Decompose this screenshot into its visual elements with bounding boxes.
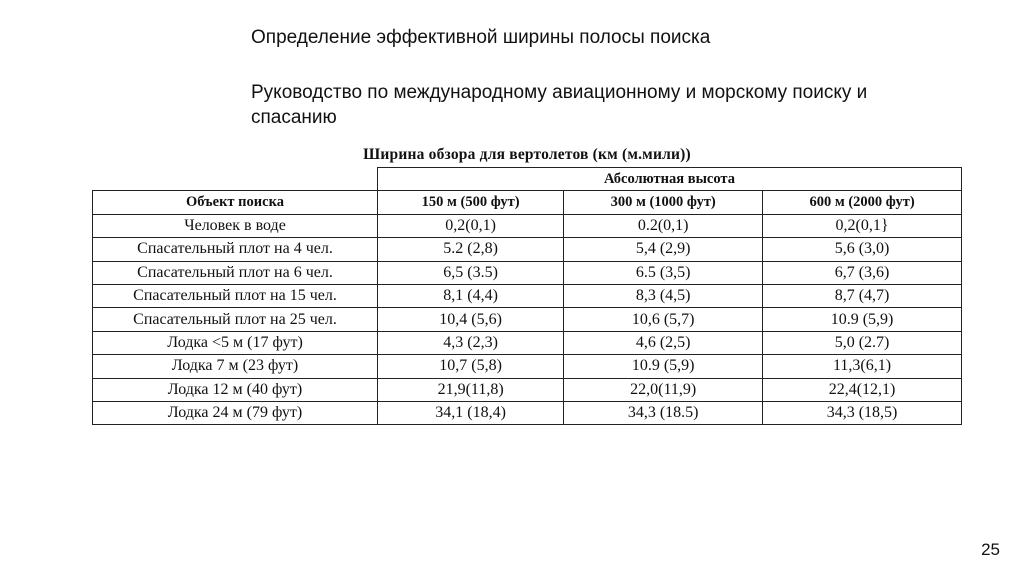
table-body xyxy=(93,214,962,425)
value-150-cell: 21,9(11,8) xyxy=(378,378,564,401)
value-300-cell: 22,0(11,9) xyxy=(564,378,763,401)
table-row xyxy=(93,261,962,284)
table-row xyxy=(93,284,962,307)
value-300-cell: 10.9 (5,9) xyxy=(564,355,763,378)
value-600-cell: 5,6 (3,0) xyxy=(763,238,962,261)
sweep-width-table xyxy=(92,167,962,425)
value-150-cell: 8,1 (4,4) xyxy=(378,284,564,307)
value-150-cell: 0,2(0,1) xyxy=(378,214,564,237)
value-600-cell: 10.9 (5,9) xyxy=(763,308,962,331)
value-300-cell: 4,6 (2,5) xyxy=(564,331,763,354)
table-row xyxy=(93,214,962,237)
value-150-cell: 10,4 (5,6) xyxy=(378,308,564,331)
table-row xyxy=(93,238,962,261)
altitude-group-header: Абсолютная высота xyxy=(378,168,962,191)
object-cell: Человек в воде xyxy=(93,214,378,237)
value-600-cell: 22,4(12,1) xyxy=(763,378,962,401)
slide-title: Определение эффективной ширины полосы поиска xyxy=(251,27,711,48)
object-cell: Спасательный плот на 4 чел. xyxy=(93,238,378,261)
table-header-row xyxy=(93,191,962,214)
table-empty-corner xyxy=(93,168,378,191)
value-600-cell: 34,3 (18,5) xyxy=(763,401,962,424)
value-600-cell: 11,3(6,1) xyxy=(763,355,962,378)
object-cell: Спасательный плот на 6 чел. xyxy=(93,261,378,284)
altitude-header-300: 300 м (1000 фут) xyxy=(564,191,763,214)
table-row xyxy=(93,401,962,424)
value-150-cell: 10,7 (5,8) xyxy=(378,355,564,378)
value-150-cell: 34,1 (18,4) xyxy=(378,401,564,424)
object-column-header: Объект поиска xyxy=(93,191,378,214)
slide-subtitle: Руководство по международному авиационному и морскому поиску и спасанию xyxy=(251,82,868,128)
value-600-cell: 8,7 (4,7) xyxy=(763,284,962,307)
table-row xyxy=(93,355,962,378)
value-300-cell: 34,3 (18.5) xyxy=(564,401,763,424)
value-300-cell: 6.5 (3,5) xyxy=(564,261,763,284)
table-row xyxy=(93,378,962,401)
value-300-cell: 8,3 (4,5) xyxy=(564,284,763,307)
value-150-cell: 5.2 (2,8) xyxy=(378,238,564,261)
altitude-header-150: 150 м (500 фут) xyxy=(378,191,564,214)
value-150-cell: 4,3 (2,3) xyxy=(378,331,564,354)
altitude-header-600: 600 м (2000 фут) xyxy=(763,191,962,214)
object-cell: Спасательный плот на 25 чел. xyxy=(93,308,378,331)
value-600-cell: 6,7 (3,6) xyxy=(763,261,962,284)
object-cell: Спасательный плот на 15 чел. xyxy=(93,284,378,307)
page-number: 25 xyxy=(981,540,1000,559)
table-group-header-row xyxy=(93,168,962,191)
table-caption: Ширина обзора для вертолетов (км (м.мили)) xyxy=(363,146,691,163)
object-cell: Лодка 7 м (23 фут) xyxy=(93,355,378,378)
value-600-cell: 5,0 (2.7) xyxy=(763,331,962,354)
object-cell: Лодка 12 м (40 фут) xyxy=(93,378,378,401)
value-600-cell: 0,2(0,1} xyxy=(763,214,962,237)
table-row xyxy=(93,331,962,354)
value-300-cell: 0.2(0,1) xyxy=(564,214,763,237)
object-cell: Лодка <5 м (17 фут) xyxy=(93,331,378,354)
value-150-cell: 6,5 (3.5) xyxy=(378,261,564,284)
value-300-cell: 10,6 (5,7) xyxy=(564,308,763,331)
object-cell: Лодка 24 м (79 фут) xyxy=(93,401,378,424)
value-300-cell: 5,4 (2,9) xyxy=(564,238,763,261)
table-row xyxy=(93,308,962,331)
